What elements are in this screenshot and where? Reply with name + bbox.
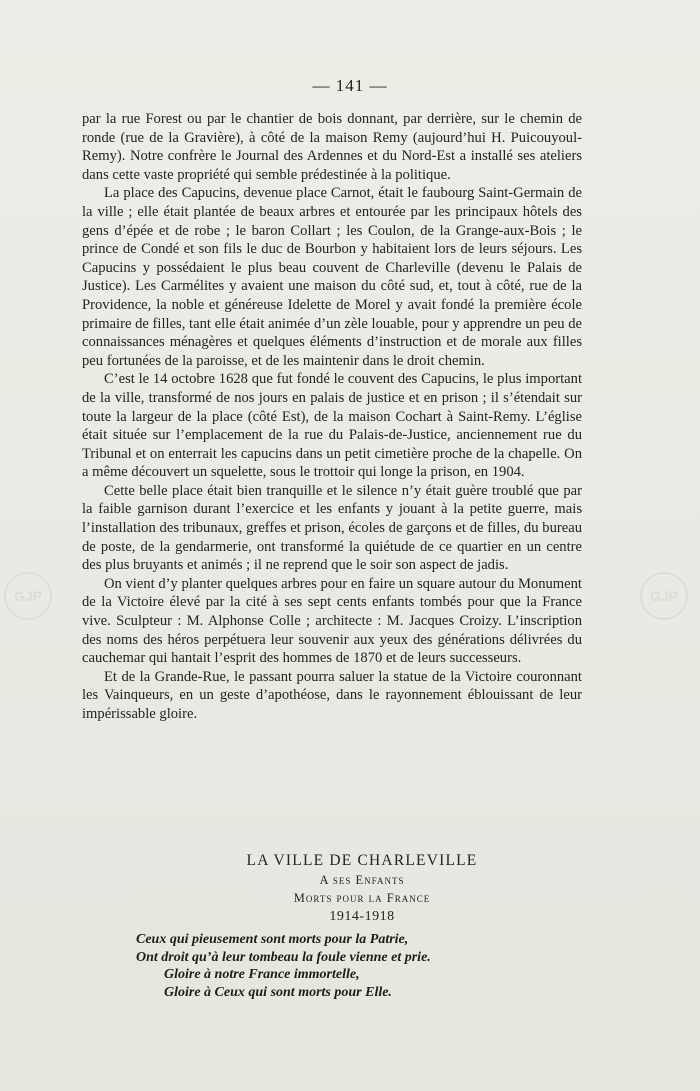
paragraph-4: Cette belle place était bien tranquille et le silence n’y était guère troublé que par la faible garnison durant l’exercice et les enfants y jouant à la petite guerre, mais l’installation des tribunaux, greffes et prison, écoles de garçons et de filles, du bureau de poste, de la gendarmerie, ont transformé la quiétude de ce quartier en un centre des plus bruyants et animés ; il ne reprend que le soir son aspect de jadis. [82,482,582,574]
inscription-dates: 1914-1918 [329,909,395,924]
watermark-right: GJP [640,572,688,620]
page-number: — 141 — [312,76,388,95]
verse-line-2: Ont droit qu’à leur tombeau la foule vienne et prie. [136,949,431,965]
paragraph-2: La place des Capucins, devenue place Carnot, était le faubourg Saint-Germain de la ville ; elle était plantée de beaux arbres et entourée par les principaux hôtels des gens d’épée et de robe ; le baron Collart ; les Coulon, de la Grange-aux-Bois ; le prince de Condé et son fils le duc de Bourbon y habitaient lors de leurs séjours. Les Capucins y possédaient le plus beau couvent de Charleville (devenu le Palais de Justice). Les Carmélites y avaient une maison du côté sud, et, tout à côté, rue de la Providence, la noble et généreuse Idelette de Morel y avait fondé la première école primaire de filles, tant elle était animée d’un zèle louable, pour y apprendre un peu de connaissances ménagères et quelques éléments d’instruction et de morale aux filles peu fortunées de la paroisse, et de les maintenir dans le droit chemin. [82,185,582,369]
paragraph-1: par la rue Forest ou par le chantier de bois donnant, par derrière, sur le chemin de ronde (rue de la Gravière), à côté de la maison Remy (aujourd’hui H. Puicouyoul-Remy). Notre confrère le Journal des Ardennes et du Nord-Est a installé ses ateliers dans cette vaste propriété qui semble prédestinée à la politique. [82,111,582,183]
paragraph-3: C’est le 14 octobre 1628 que fut fondé le couvent des Capucins, le plus important de la ville, transformé de nos jours en palais de justice et en prison ; il s’étendait sur toute la largeur de la place (côté Est), de la maison Cochart à Saint-Remy. L’église était située sur l’emplacement de la rue du Palais-de-Justice, anciennement rue du Tribunal et on enterrait les capucins dans un petit cimetière proche de la chapelle. On a même découvert un squelette, sous le trottoir qui longe la prison, en 1904. [82,371,582,481]
body-text [82,110,582,724]
memorial-inscription [82,851,642,927]
memorial-verse [136,931,576,1001]
inscription-title: LA VILLE DE CHARLEVILLE [246,852,478,869]
inscription-dedication: A ses Enfants [319,873,405,887]
verse-line-4: Gloire à Ceux qui sont morts pour Elle. [164,984,392,1000]
verse-line-3: Gloire à notre France immortelle, [164,967,360,982]
paragraph-5: On vient d’y planter quelques arbres pour en faire un square autour du Monument de la Victoire élevé par la cité à ses sept cents enfants tombés pour que la France vive. Sculpteur : M. Alphonse Colle ; architecte : M. Jacques Croizy. L’inscription des noms des héros perpétuera leur souvenir aux yeux des générations délivrées du cauchemar qui hantait l’esprit des hommes de 1870 et de leurs successeurs. [82,575,582,667]
inscription-subtitle: Morts pour la France [293,891,431,905]
verse-line-1: Ceux qui pieusement sont morts pour la Patrie, [136,932,409,947]
watermark-left: GJP [4,572,52,620]
paragraph-6: Et de la Grande-Rue, le passant pourra saluer la statue de la Victoire couronnant les Vainqueurs, en un geste d’apothéose, dans le rayonnement éblouissant de leur impérissable gloire. [82,668,582,722]
